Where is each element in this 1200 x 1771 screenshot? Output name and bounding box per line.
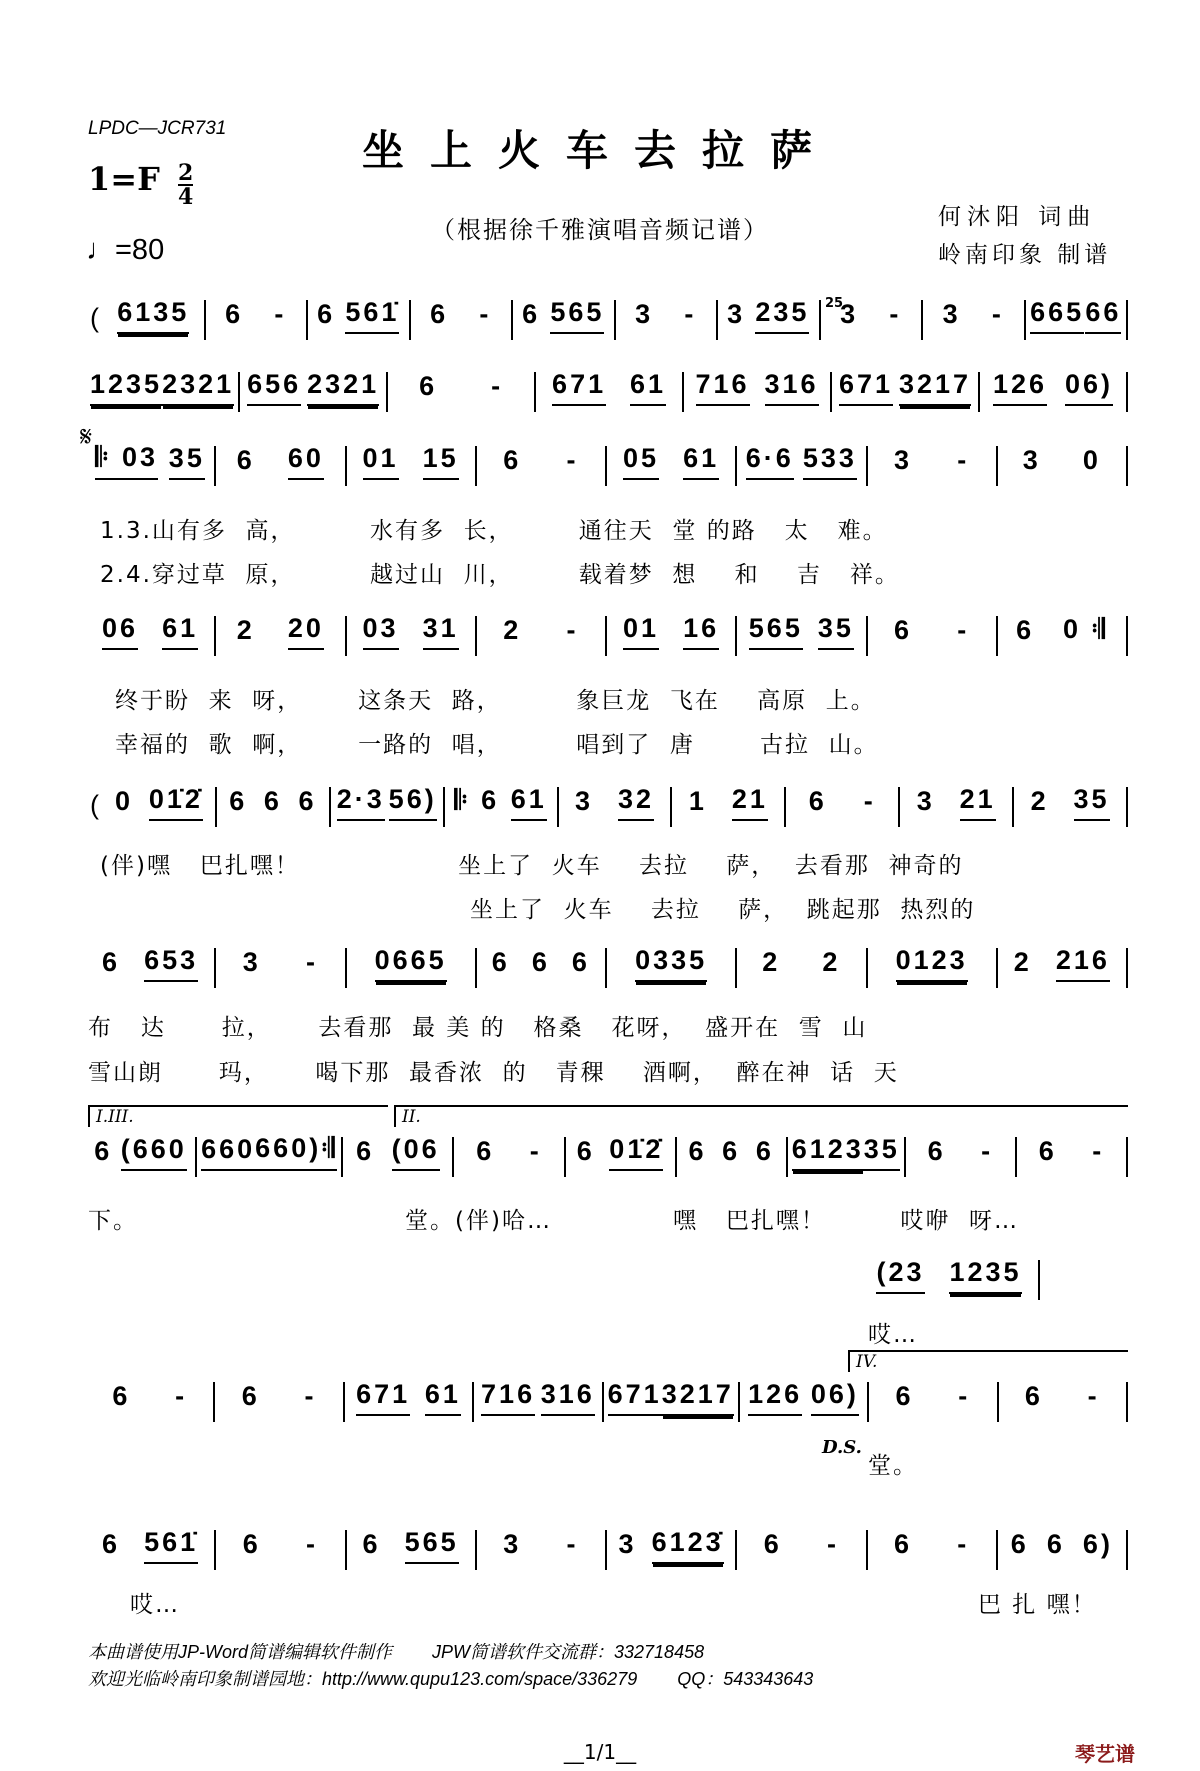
- volta-1-3: I.III.: [88, 1105, 388, 1127]
- note-group: 21: [732, 784, 768, 821]
- note-group: 1235: [949, 1257, 1021, 1294]
- note-group: 2: [1013, 947, 1032, 977]
- note-group: 533: [803, 443, 857, 480]
- note-group: -: [304, 1381, 317, 1411]
- composer-credit: 何沐阳 词曲: [938, 204, 1097, 230]
- note-group: 61: [683, 443, 719, 480]
- note-group: 6: [894, 615, 913, 645]
- note-group: 6: [112, 1381, 131, 1411]
- note-group: 61: [425, 1379, 461, 1416]
- measure: [1014, 784, 1128, 827]
- note-group: 716: [696, 369, 750, 406]
- meter-top: 2: [178, 160, 194, 186]
- measure: [308, 297, 411, 340]
- note-group: 565: [550, 297, 604, 334]
- note-group: -: [957, 445, 970, 475]
- note-group: 3: [575, 786, 594, 816]
- note-group: 2: [762, 947, 781, 977]
- lyric-row5-a: (伴)嘿 巴扎嘿！ 坐上了 火车 去拉 萨， 去看那 神奇的: [100, 853, 964, 879]
- lyric-row6-b: 雪山朗 玛， 喝下那 最香浓 的 青稞 酒啊， 醉在神 话 天: [88, 1060, 899, 1086]
- note-group: 35: [1074, 784, 1110, 821]
- note-group: -: [889, 299, 902, 329]
- note-group: -: [1092, 1136, 1105, 1166]
- note-group: 3217: [662, 1379, 734, 1416]
- note-group: 216: [1056, 945, 1110, 982]
- measure: [1026, 297, 1129, 340]
- note-group: 3: [1022, 445, 1041, 475]
- note-group: 6: [317, 299, 336, 329]
- measure: [215, 1382, 344, 1422]
- note-group: (06: [392, 1134, 440, 1171]
- note-group: 6: [229, 786, 248, 816]
- note-group: 6: [531, 947, 550, 977]
- note-group: 3: [242, 947, 261, 977]
- note-group: 6135: [117, 297, 189, 334]
- note-group: -: [1087, 1381, 1100, 1411]
- note-group: 316: [765, 369, 819, 406]
- note-group: -: [826, 1529, 839, 1559]
- note-group: 2: [236, 615, 255, 645]
- note-group: 6: [241, 1381, 260, 1411]
- segno-sign: 𝄋: [80, 420, 93, 453]
- note-group: 6: [722, 1136, 741, 1166]
- note-group: 561̇: [144, 1527, 198, 1564]
- measure: [347, 1527, 477, 1570]
- note-group: 61: [630, 369, 666, 406]
- note-group: -: [566, 615, 579, 645]
- note-group: 561̇: [345, 297, 399, 334]
- song-title: 坐上火车去拉萨: [361, 126, 838, 175]
- note-group: 15: [423, 443, 459, 480]
- note-group: 6123: [792, 1134, 864, 1171]
- measure: [103, 784, 217, 827]
- measure: [347, 613, 477, 656]
- score-row: [86, 784, 1128, 827]
- lyric-row5-b: 坐上了 火车 去拉 萨， 跳起那 热烈的: [470, 897, 976, 923]
- measure: [445, 784, 559, 827]
- note-group: -: [305, 947, 318, 977]
- measure: [331, 784, 445, 827]
- measure: [559, 784, 673, 827]
- note-group: 6: [298, 786, 317, 816]
- note-group: 21: [960, 784, 996, 821]
- note-group: 6: [503, 445, 522, 475]
- score-row: [86, 369, 1128, 412]
- note-group: 01: [623, 613, 659, 650]
- measure: [345, 1379, 474, 1422]
- dal-segno: D.S.: [822, 1437, 862, 1458]
- note-group: 126: [748, 1379, 802, 1416]
- measure: [607, 613, 737, 656]
- note-group: 2: [1030, 786, 1049, 816]
- note-group: 6: [1010, 1529, 1029, 1559]
- measure: [86, 1382, 215, 1422]
- measure: [998, 446, 1128, 486]
- score-row: [86, 442, 1128, 486]
- measure: [474, 1379, 603, 1422]
- note-group: 6: [242, 1529, 261, 1559]
- note-group: 6: [522, 299, 541, 329]
- note-group: 660: [201, 1134, 255, 1171]
- note-group: 0665: [375, 945, 447, 982]
- note-group: 6: [94, 1136, 113, 1166]
- measure: [477, 446, 607, 486]
- measure: [868, 616, 998, 656]
- note-group: 6: [102, 1529, 121, 1559]
- measure: [998, 1530, 1128, 1570]
- note-group: 316: [541, 1379, 595, 1416]
- measure: [737, 443, 867, 486]
- measure: [103, 297, 206, 340]
- measure: [616, 300, 719, 340]
- note-group: 3: [635, 299, 654, 329]
- note-group: 6: [571, 947, 590, 977]
- measure: [347, 945, 477, 988]
- note-group: -: [863, 786, 876, 816]
- note-group: 06): [811, 1379, 859, 1416]
- lyric-row7-a: 下。: [88, 1208, 138, 1234]
- measure: [868, 446, 998, 486]
- note-group: 06): [1065, 369, 1113, 406]
- key-signature: 1=F: [88, 160, 160, 198]
- note-group: 16: [683, 613, 719, 650]
- note-group: -: [529, 1136, 542, 1166]
- note-group: (23: [876, 1257, 924, 1294]
- note-group: 671: [356, 1379, 410, 1416]
- note-group: 6: [263, 786, 282, 816]
- measure: [607, 945, 737, 988]
- measure: [477, 948, 607, 988]
- measure: [240, 369, 388, 412]
- score-row: [86, 1133, 1128, 1177]
- note-group: 235: [755, 297, 809, 334]
- note-group: -: [957, 1529, 970, 1559]
- note-group: -: [274, 299, 287, 329]
- note-group: 35: [169, 443, 205, 480]
- note-group: 660)𝄇: [255, 1133, 337, 1171]
- measure: [86, 1134, 197, 1177]
- measure: [868, 1530, 998, 1570]
- note-group: -: [175, 1381, 188, 1411]
- note-group: 06: [102, 613, 138, 650]
- measure: [786, 787, 900, 827]
- measure: [216, 443, 346, 486]
- score-code: LPDC—JCR731: [88, 118, 227, 139]
- note-group: 2321: [162, 369, 234, 406]
- note-group: 6: [894, 1529, 913, 1559]
- note-group: 32: [618, 784, 654, 821]
- measure: [216, 1530, 346, 1570]
- measure: [718, 297, 821, 340]
- note-group: 6): [1082, 1529, 1113, 1559]
- measure: [513, 297, 616, 340]
- note-group: 2·3: [337, 784, 385, 821]
- note-group: 31: [423, 613, 459, 650]
- note-group: 6: [419, 371, 438, 401]
- measure: [411, 300, 514, 340]
- score-row: [86, 613, 1128, 656]
- volta-2: II.: [394, 1105, 1128, 1127]
- measure: [1017, 1137, 1128, 1177]
- note-group: 1: [688, 786, 707, 816]
- arranger-credit: 岭南印象 制谱: [938, 242, 1112, 268]
- note-group: 0123: [896, 945, 968, 982]
- measure: [906, 1137, 1017, 1177]
- lyric-verse-1-3: 1.3.山有多 高， 水有多 长， 通往天 堂 的路 太 难。: [100, 518, 888, 544]
- note-group: -: [566, 1529, 579, 1559]
- measure: [86, 613, 216, 656]
- note-group: 6: [1046, 1529, 1065, 1559]
- measure: [607, 443, 737, 486]
- note-group: 671: [552, 369, 606, 406]
- note-group: 6: [476, 1136, 495, 1166]
- note-group: 6: [755, 1136, 774, 1166]
- note-group: -: [684, 299, 697, 329]
- note-group: 2: [822, 947, 841, 977]
- measure: [737, 613, 867, 656]
- note-group: 35: [864, 1134, 900, 1171]
- note-group: 𝄆 03: [95, 442, 158, 480]
- note-group: 6: [895, 1381, 914, 1411]
- lyric-row9: 堂。: [868, 1453, 918, 1479]
- measure: [998, 616, 1128, 656]
- note-group: 6: [225, 299, 244, 329]
- measure: [900, 784, 1014, 827]
- note-group: 01̇2̇: [149, 784, 203, 821]
- lyric-row6-a: 布 达 拉， 去看那 最 美 的 格桑 花呀， 盛开在 雪 山: [88, 1015, 868, 1041]
- measure: [604, 1379, 740, 1422]
- score-row: [86, 945, 1128, 988]
- note-group: 01̇2̇: [609, 1134, 663, 1171]
- note-group: 03: [363, 613, 399, 650]
- measure: [216, 948, 346, 988]
- note-group: 3: [916, 786, 935, 816]
- measure: [343, 1134, 454, 1177]
- measure: [86, 1527, 216, 1570]
- measure: [86, 369, 240, 412]
- qinyipu-logo: 琴艺谱: [1075, 1742, 1135, 1766]
- subtitle: （根据徐千雅演唱音频记谱）: [431, 216, 769, 244]
- note-group: 6: [362, 1529, 381, 1559]
- note-group: 6·6: [746, 443, 794, 480]
- note-group: 6: [102, 947, 121, 977]
- lyric-row4-b: 幸福的 歌 啊， 一路的 唱， 唱到了 唐 古拉 山。: [115, 732, 879, 758]
- note-group: -: [305, 1529, 318, 1559]
- measure: [477, 1530, 607, 1570]
- note-group: 3: [894, 445, 913, 475]
- measure: [832, 369, 980, 412]
- note-group: -: [479, 299, 492, 329]
- note-group: 665: [1030, 297, 1084, 334]
- note-group: 671: [608, 1379, 662, 1416]
- note-group: 6: [356, 1136, 375, 1166]
- note-group: 6: [1016, 615, 1035, 645]
- note-group: 01: [363, 443, 399, 480]
- measure: [998, 945, 1128, 988]
- note-group: 565: [405, 1527, 459, 1564]
- note-group: 6: [1038, 1136, 1057, 1166]
- open-paren: (: [90, 790, 99, 820]
- lyric-verse-2-4: 2.4.穿过草 原， 越过山 川， 载着梦 想 和 吉 祥。: [100, 562, 900, 588]
- measure: [980, 369, 1128, 412]
- note-group: 3: [942, 299, 961, 329]
- note-group: 0 𝄇: [1062, 614, 1108, 644]
- lyric-row7-b: 堂。(伴)哈… 嘿 巴扎嘿！ 哎咿 呀…: [405, 1208, 1020, 1234]
- time-signature: [178, 162, 193, 208]
- note-group: 05: [623, 443, 659, 480]
- measure: [607, 1527, 737, 1570]
- note-group: 6123̇: [652, 1527, 724, 1564]
- grace-note: 25: [825, 296, 844, 311]
- note-group: 6: [430, 299, 449, 329]
- note-group: 6: [808, 786, 827, 816]
- score-row: [860, 1257, 1040, 1300]
- note-group: -: [566, 445, 579, 475]
- note-group: -: [957, 615, 970, 645]
- measure: [684, 369, 832, 412]
- measure: [737, 1530, 867, 1570]
- lyric-row10-b: 巴 扎 嘿！: [978, 1592, 1097, 1618]
- measure: [737, 948, 867, 988]
- note-group: -: [981, 1136, 994, 1166]
- measure: [86, 442, 216, 486]
- note-group: 6: [576, 1136, 595, 1166]
- note-group: 716: [481, 1379, 535, 1416]
- note-group: 3217: [899, 369, 971, 406]
- measure: [860, 1257, 1040, 1300]
- measure: [454, 1137, 565, 1177]
- measure: [869, 1382, 998, 1422]
- score-row: [86, 1527, 1128, 1570]
- note-group: 6: [236, 445, 255, 475]
- note-group: 0: [114, 786, 133, 816]
- note-group: -: [991, 299, 1004, 329]
- note-group: 6: [927, 1136, 946, 1166]
- note-group: 2321: [307, 369, 379, 406]
- note-group: 1235: [90, 369, 162, 406]
- note-group: 0335: [635, 945, 707, 982]
- note-group: 56): [389, 784, 437, 821]
- note-group: 3: [727, 299, 746, 329]
- note-group: 66: [1085, 297, 1121, 334]
- note-group: 653: [144, 945, 198, 982]
- note-group: 61: [162, 613, 198, 650]
- measure: [868, 945, 998, 988]
- note-group: -: [958, 1381, 971, 1411]
- measure: [672, 784, 786, 827]
- note-group: 656: [247, 369, 301, 406]
- note-group: 60: [288, 443, 324, 480]
- note-group: 6: [1024, 1381, 1043, 1411]
- note-group: 565: [749, 613, 803, 650]
- note-group: 3: [618, 1529, 637, 1559]
- measure: [923, 300, 1026, 340]
- note-group: 6: [491, 947, 510, 977]
- measure: [740, 1379, 869, 1422]
- score-row: [86, 1379, 1128, 1422]
- measure: [999, 1382, 1128, 1422]
- lyric-row8: 哎…: [868, 1322, 918, 1348]
- page-number: __1/1__: [563, 1740, 637, 1764]
- open-paren: (: [90, 303, 99, 333]
- measure: [216, 613, 346, 656]
- measure: [197, 1133, 343, 1177]
- footer-software-note: 本曲谱使用JP-Word简谱编辑软件制作 JPW简谱软件交流群：332718458: [88, 1642, 705, 1662]
- note-group: 3: [503, 1529, 522, 1559]
- measure: [477, 616, 607, 656]
- note-group: 0: [1082, 445, 1101, 475]
- meter-bottom: 4: [178, 184, 194, 210]
- footer-website-note: 欢迎光临岭南印象制谱园地：http://www.qupu123.com/space/336279 QQ：543343643: [88, 1669, 814, 1689]
- note-group: 20: [288, 613, 324, 650]
- volta-4: IV.: [848, 1350, 1128, 1372]
- note-group: 3: [840, 299, 859, 329]
- lyric-row4-a: 终于盼 来 呀， 这条天 路， 象巨龙 飞在 高原 上。: [115, 688, 876, 714]
- measure: [206, 300, 309, 340]
- measure: [566, 1134, 677, 1177]
- note-group: 6: [688, 1136, 707, 1166]
- measure: [388, 372, 536, 412]
- tempo-mark: ♩=80: [86, 234, 165, 266]
- measure: [677, 1137, 788, 1177]
- measure: [86, 945, 216, 988]
- measure: [536, 369, 684, 412]
- measure: [217, 787, 331, 827]
- measure: [347, 443, 477, 486]
- note-group: 𝄆 6: [454, 785, 500, 815]
- note-group: (660: [121, 1134, 187, 1171]
- note-group: 61: [511, 784, 547, 821]
- note-group: 35: [818, 613, 854, 650]
- note-group: 126: [993, 369, 1047, 406]
- measure: [788, 1134, 906, 1177]
- note-group: 6: [763, 1529, 782, 1559]
- note-group: 2: [503, 615, 522, 645]
- lyric-row10-a: 哎…: [130, 1592, 180, 1618]
- score-row: [86, 297, 1128, 340]
- note-group: 671: [839, 369, 893, 406]
- note-group: -: [491, 371, 504, 401]
